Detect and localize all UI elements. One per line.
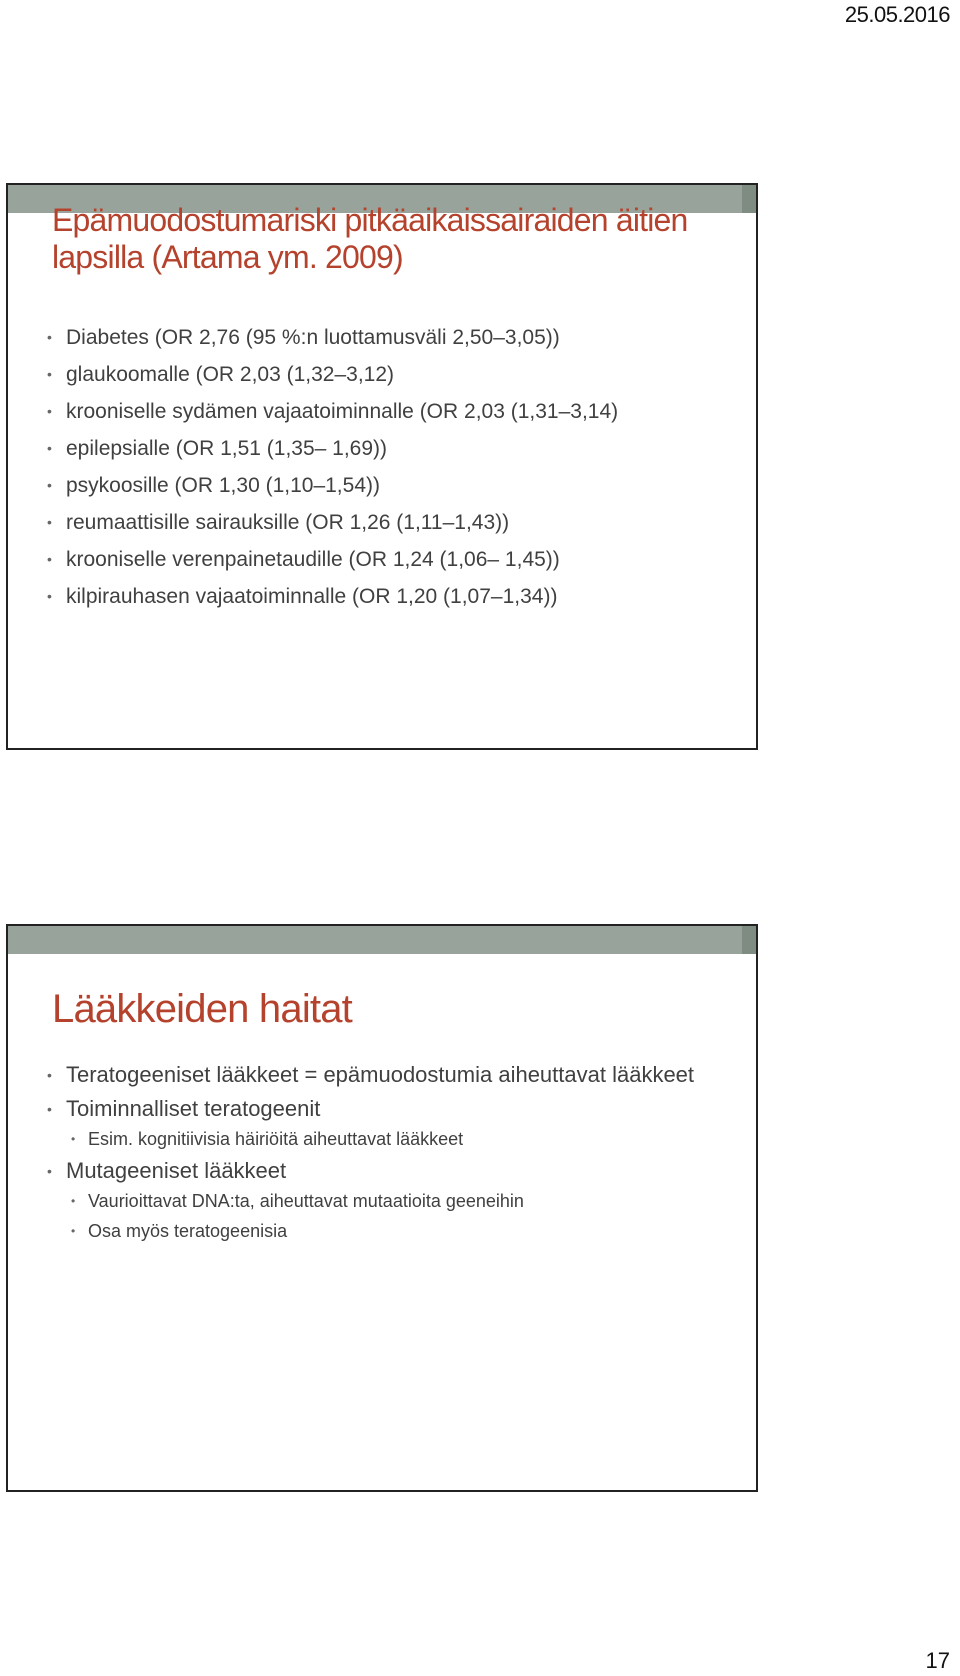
slide-2-bullet-list [44, 1060, 736, 1248]
bullet-item [44, 1060, 736, 1090]
bullet-item [44, 1156, 736, 1244]
slide-1-topbar-accent [742, 185, 756, 213]
bullet-item: • kilpirauhasen vajaatoiminnalle (OR 1,20 (1,07–1,34)) [44, 582, 736, 611]
bullet-text: Mutageeniset lääkkeet [66, 1158, 287, 1183]
slide-1-bullet-list [44, 323, 736, 619]
bullet-text: Toiminnalliset teratogeenit [66, 1096, 321, 1121]
bullet-item: • epilepsialle (OR 1,51 (1,35– 1,69)) [44, 434, 736, 463]
bullet-item: • reumaattisille sairauksille (OR 1,26 (1,11–1,43)) [44, 508, 736, 537]
slide-2 [6, 924, 758, 1492]
sub-bullet-item: • Osa myös teratogeenisia [66, 1218, 736, 1244]
page-number: 17 [925, 1648, 950, 1673]
slide-2-topbar-accent [742, 926, 756, 954]
bullet-item: • krooniselle verenpainetaudille (OR 1,24 (1,06– 1,45)) [44, 545, 736, 574]
sub-bullet-list [66, 1188, 736, 1244]
sub-bullet-list [66, 1126, 736, 1152]
bullet-item: • psykoosille (OR 1,30 (1,10–1,54)) [44, 471, 736, 500]
bullet-item [44, 1094, 736, 1152]
slide-2-topbar [8, 926, 756, 954]
sub-bullet-item: • Esim. kognitiivisia häiriöitä aiheuttavat lääkkeet [66, 1126, 736, 1152]
page-date: 25.05.2016 [844, 2, 950, 27]
slide-1-title: Epämuodostumariski pitkäaikaissairaiden äitien lapsilla (Artama ym. 2009) [52, 202, 688, 275]
bullet-item: • krooniselle sydämen vajaatoiminnalle (OR 2,03 (1,31–3,14) [44, 397, 736, 426]
bullet-text: Teratogeeniset lääkkeet = epämuodostumia aiheuttavat lääkkeet [66, 1062, 695, 1087]
sub-bullet-item: • Vaurioittavat DNA:ta, aiheuttavat mutaatioita geeneihin [66, 1188, 736, 1214]
slide-1 [6, 183, 758, 750]
bullet-item: • Diabetes (OR 2,76 (95 %:n luottamusväli 2,50–3,05)) [44, 323, 736, 352]
slide-2-title: Lääkkeiden haitat [52, 987, 352, 1031]
bullet-item: • glaukoomalle (OR 2,03 (1,32–3,12) [44, 360, 736, 389]
